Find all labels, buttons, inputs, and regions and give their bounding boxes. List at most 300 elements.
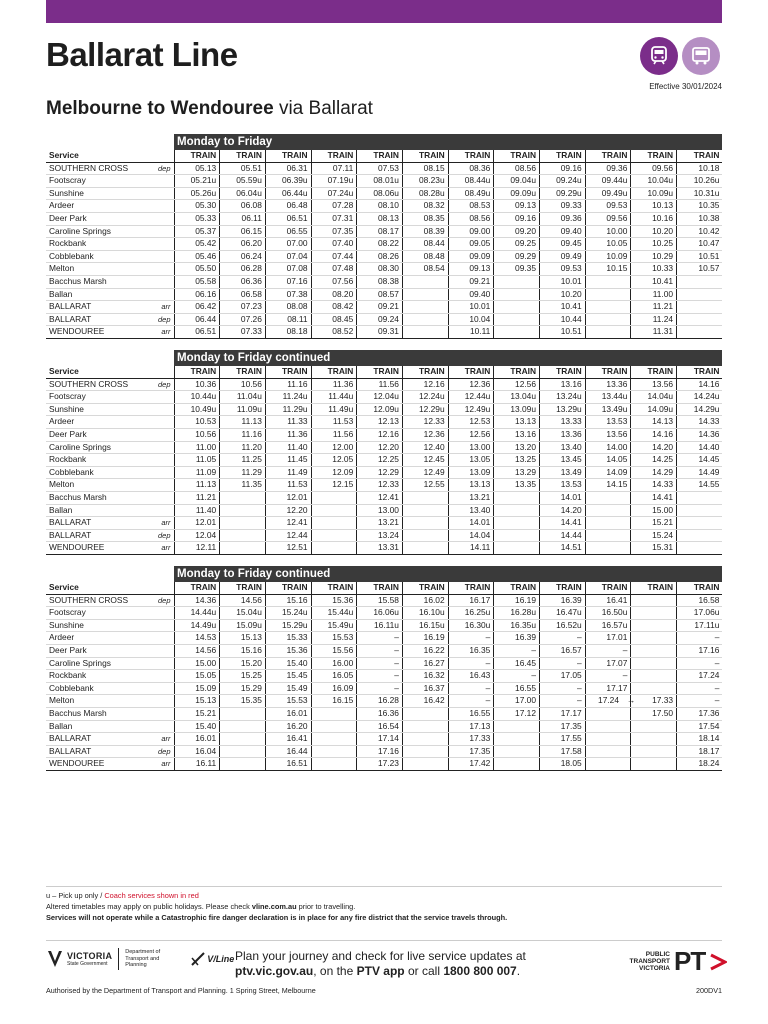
service-type: TRAIN: [311, 366, 357, 378]
time-cell: 13.49: [540, 466, 586, 479]
time-cell: –: [540, 657, 586, 670]
time-cell: 16.37: [402, 682, 448, 695]
time-cell: 08.35: [402, 212, 448, 225]
time-cell: 15.05: [174, 670, 220, 683]
direction-rest: via Ballarat: [273, 98, 373, 119]
service-type: TRAIN: [402, 366, 448, 378]
time-cell: 13.29u: [540, 403, 586, 416]
note-holidays: Altered timetables may apply on public holidays. Please check vline.com.au prior to travelling.: [46, 901, 356, 911]
authorised-statement: Authorised by the Department of Transport and Planning. 1 Spring Street, Melbourne: [46, 986, 316, 995]
service-type: TRAIN: [677, 150, 723, 162]
station-name: SOUTHERN CROSS: [46, 594, 129, 607]
time-cell: [677, 326, 723, 339]
time-cell: 08.54: [402, 263, 448, 276]
ptv-phone[interactable]: 1800 800 007: [443, 964, 517, 978]
time-cell: [402, 491, 448, 504]
time-cell: 14.51: [540, 542, 586, 555]
table-row: [46, 542, 722, 555]
time-cell: 09.29: [494, 250, 540, 263]
time-cell: 16.19: [494, 594, 540, 607]
station-arr-dep: [129, 200, 174, 213]
time-cell: 11.45: [265, 454, 311, 467]
time-cell: 15.24u: [265, 607, 311, 620]
time-cell: 15.33: [265, 632, 311, 645]
time-cell: [311, 758, 357, 771]
time-cell: 17.05: [540, 670, 586, 683]
time-cell: 05.26u: [174, 187, 220, 200]
time-cell: 08.13: [357, 212, 403, 225]
time-cell: 06.15: [220, 225, 266, 238]
table-row: [46, 594, 722, 607]
service-type: TRAIN: [311, 582, 357, 594]
time-cell: 12.29u: [402, 403, 448, 416]
station-arr-dep: [129, 632, 174, 645]
service-type: TRAIN: [265, 366, 311, 378]
table-row: [46, 758, 722, 771]
table-heading: Monday to Friday continued: [174, 566, 722, 582]
time-cell: 10.15: [585, 263, 631, 276]
station-name: Cobblebank: [46, 250, 129, 263]
time-cell: 08.11: [265, 313, 311, 326]
time-cell: 13.16: [540, 378, 586, 391]
time-cell: 16.57u: [585, 619, 631, 632]
heading-spacer: [46, 134, 174, 150]
time-cell: 09.53: [540, 263, 586, 276]
time-cell: [677, 491, 723, 504]
station-arr-dep: arr: [129, 326, 174, 339]
time-cell: 10.56: [220, 378, 266, 391]
service-row: [46, 582, 722, 594]
time-cell: –: [357, 657, 403, 670]
time-cell: 14.20: [631, 441, 677, 454]
time-cell: 09.33: [540, 200, 586, 213]
time-cell: 15.21: [174, 707, 220, 720]
service-type: TRAIN: [448, 582, 494, 594]
service-type: TRAIN: [174, 366, 220, 378]
table-row: [46, 479, 722, 492]
station-name: BALLARAT: [46, 733, 129, 746]
time-cell: –: [357, 632, 403, 645]
service-label: Service: [46, 582, 174, 594]
time-cell: 10.44: [540, 313, 586, 326]
service-type: TRAIN: [357, 150, 403, 162]
station-arr-dep: [129, 416, 174, 429]
station-arr-dep: [129, 682, 174, 695]
time-cell: 14.44: [540, 529, 586, 542]
time-cell: 16.20: [265, 720, 311, 733]
station-arr-dep: dep: [129, 529, 174, 542]
station-arr-dep: [129, 263, 174, 276]
service-row: [46, 150, 722, 162]
time-cell: 15.58: [357, 594, 403, 607]
time-cell: 14.49u: [174, 619, 220, 632]
time-cell: 16.19: [402, 632, 448, 645]
station-arr-dep: [129, 454, 174, 467]
station-name: Caroline Springs: [46, 225, 129, 238]
coach-icon: [682, 37, 720, 75]
time-cell: 12.49u: [448, 403, 494, 416]
time-cell: 06.24: [220, 250, 266, 263]
time-cell: 12.20: [265, 504, 311, 517]
station-arr-dep: dep: [129, 162, 174, 175]
dept-logo: Department of Transport and Planning: [125, 949, 161, 969]
table-row: [46, 391, 722, 404]
time-cell: [402, 517, 448, 530]
time-cell: 08.38: [357, 275, 403, 288]
time-cell: 12.25: [357, 454, 403, 467]
table-row: [46, 695, 722, 708]
service-type: TRAIN: [311, 150, 357, 162]
time-cell: 16.39: [540, 594, 586, 607]
time-cell: [677, 517, 723, 530]
time-cell: 17.07: [585, 657, 631, 670]
time-cell: 12.56: [494, 378, 540, 391]
time-cell: 15.16: [265, 594, 311, 607]
time-cell: [494, 529, 540, 542]
time-cell: 18.24: [677, 758, 723, 771]
time-cell: 16.05: [311, 670, 357, 683]
time-cell: [631, 594, 677, 607]
time-cell: 16.43: [448, 670, 494, 683]
time-cell: 09.36: [585, 162, 631, 175]
time-cell: 09.05: [448, 238, 494, 251]
time-cell: 09.49: [540, 250, 586, 263]
time-cell: 14.04: [448, 529, 494, 542]
table-row: [46, 657, 722, 670]
time-cell: 15.00: [631, 504, 677, 517]
time-cell: 16.28u: [494, 607, 540, 620]
time-cell: 11.09: [174, 466, 220, 479]
time-cell: 11.00: [631, 288, 677, 301]
time-cell: 11.24u: [265, 391, 311, 404]
time-cell: 12.41: [265, 517, 311, 530]
time-cell: 13.31: [357, 542, 403, 555]
time-cell: 14.05: [585, 454, 631, 467]
station-arr-dep: [129, 441, 174, 454]
ptv-app-link[interactable]: PTV app: [356, 964, 405, 978]
time-cell: 12.33: [357, 479, 403, 492]
time-cell: 17.17: [540, 707, 586, 720]
table-row: [46, 263, 722, 276]
time-cell: 07.16: [265, 275, 311, 288]
time-cell: [677, 275, 723, 288]
time-cell: [494, 491, 540, 504]
station-arr-dep: [129, 403, 174, 416]
time-cell: [220, 745, 266, 758]
station-name: Footscray: [46, 175, 129, 188]
service-type: TRAIN: [448, 366, 494, 378]
time-cell: [494, 758, 540, 771]
time-cell: –: [677, 632, 723, 645]
station-name: Melton: [46, 479, 129, 492]
time-cell: 08.01u: [357, 175, 403, 188]
station-name: Caroline Springs: [46, 657, 129, 670]
time-cell: –: [540, 682, 586, 695]
table-row: [46, 175, 722, 188]
time-cell: 07.04: [265, 250, 311, 263]
table-row: [46, 250, 722, 263]
time-cell: 09.40: [448, 288, 494, 301]
time-cell: 13.00: [357, 504, 403, 517]
time-cell: –: [585, 644, 631, 657]
time-cell: 13.40: [448, 504, 494, 517]
time-cell: 05.13: [174, 162, 220, 175]
time-cell: 17.24: [677, 670, 723, 683]
time-cell: [585, 733, 631, 746]
time-cell: –: [677, 657, 723, 670]
time-cell: 10.09: [585, 250, 631, 263]
service-type: TRAIN: [174, 150, 220, 162]
time-cell: 09.45: [540, 238, 586, 251]
station-arr-dep: [129, 504, 174, 517]
table-heading: Monday to Friday: [174, 134, 722, 150]
station-arr-dep: arr: [129, 517, 174, 530]
time-cell: 10.51: [540, 326, 586, 339]
time-cell: 07.35: [311, 225, 357, 238]
time-cell: 13.09u: [494, 403, 540, 416]
time-cell: 11.29: [220, 466, 266, 479]
time-cell: 11.20: [220, 441, 266, 454]
time-cell: 09.36: [540, 212, 586, 225]
time-cell: 09.24: [357, 313, 403, 326]
time-cell: 16.52u: [540, 619, 586, 632]
time-cell: 14.29u: [677, 403, 723, 416]
time-cell: 13.24: [357, 529, 403, 542]
time-cell: 06.48: [265, 200, 311, 213]
time-cell: 12.11: [174, 542, 220, 555]
service-type: TRAIN: [448, 150, 494, 162]
vline-logo: V/Line: [191, 952, 234, 966]
time-cell: 12.09: [311, 466, 357, 479]
table-row: [46, 504, 722, 517]
time-cell: 08.32: [402, 200, 448, 213]
time-cell: 16.28: [357, 695, 403, 708]
time-cell: 10.01: [448, 301, 494, 314]
time-cell: 06.11: [220, 212, 266, 225]
time-cell: [631, 644, 677, 657]
time-cell: 07.38: [265, 288, 311, 301]
time-cell: 18.05: [540, 758, 586, 771]
time-cell: 12.40: [402, 441, 448, 454]
table-row: [46, 225, 722, 238]
time-cell: 12.15: [311, 479, 357, 492]
service-type: TRAIN: [265, 582, 311, 594]
time-cell: 07.26: [220, 313, 266, 326]
time-cell: 16.41: [585, 594, 631, 607]
direction-subtitle: [46, 98, 373, 120]
table-row: [46, 428, 722, 441]
table-heading-row: [46, 134, 722, 150]
time-cell: 13.05: [448, 454, 494, 467]
vline-link[interactable]: vline.com.au: [251, 901, 297, 911]
time-cell: 14.25: [631, 454, 677, 467]
station-name: Bacchus Marsh: [46, 275, 129, 288]
time-cell: 16.04: [174, 745, 220, 758]
victoria-logo: VICTORIA State Government: [46, 948, 112, 970]
time-cell: [677, 529, 723, 542]
time-cell: [677, 504, 723, 517]
time-cell: 10.41: [631, 275, 677, 288]
time-cell: 12.16: [402, 378, 448, 391]
time-cell: 16.10u: [402, 607, 448, 620]
time-cell: 08.52: [311, 326, 357, 339]
station-name: Melton: [46, 695, 129, 708]
time-cell: 11.44u: [311, 391, 357, 404]
time-cell: 09.09: [448, 250, 494, 263]
time-cell: 17.50: [631, 707, 677, 720]
time-cell: 11.05: [174, 454, 220, 467]
time-cell: –: [494, 644, 540, 657]
table-row: [46, 682, 722, 695]
time-cell: 14.41: [631, 491, 677, 504]
time-cell: 07.33: [220, 326, 266, 339]
table-row: [46, 644, 722, 657]
service-type: TRAIN: [540, 366, 586, 378]
time-cell: 11.40: [174, 504, 220, 517]
time-cell: 13.00: [448, 441, 494, 454]
time-cell: 08.48: [402, 250, 448, 263]
time-cell: –: [448, 657, 494, 670]
time-cell: 14.00: [585, 441, 631, 454]
time-cell: 11.24: [631, 313, 677, 326]
station-name: Sunshine: [46, 619, 129, 632]
time-cell: [402, 275, 448, 288]
plan-journey: Plan your journey and check for live service updates at ptv.vic.gov.au, on the PTV app or call 1800 800 007.: [235, 949, 526, 978]
time-cell: 14.16: [677, 378, 723, 391]
station-arr-dep: [129, 619, 174, 632]
time-cell: 13.36: [540, 428, 586, 441]
time-cell: [585, 707, 631, 720]
time-cell: 16.42: [402, 695, 448, 708]
service-type: TRAIN: [631, 366, 677, 378]
table-row: [46, 720, 722, 733]
time-cell: 12.04u: [357, 391, 403, 404]
station-arr-dep: [129, 212, 174, 225]
station-name: Rockbank: [46, 238, 129, 251]
time-cell: 09.29u: [540, 187, 586, 200]
time-cell: [585, 720, 631, 733]
time-cell: 13.36: [585, 378, 631, 391]
ptv-website-link[interactable]: ptv.vic.gov.au: [235, 964, 314, 978]
time-cell: 08.39: [402, 225, 448, 238]
time-cell: 09.20: [494, 225, 540, 238]
service-type: TRAIN: [402, 150, 448, 162]
time-cell: 05.30: [174, 200, 220, 213]
station-arr-dep: [129, 225, 174, 238]
time-cell: 12.51: [265, 542, 311, 555]
time-cell: 13.25: [494, 454, 540, 467]
time-cell: 06.31: [265, 162, 311, 175]
service-type: TRAIN: [174, 582, 220, 594]
time-cell: –: [677, 682, 723, 695]
time-cell: 05.42: [174, 238, 220, 251]
time-cell: 17.42: [448, 758, 494, 771]
station-arr-dep: [129, 644, 174, 657]
heading-spacer: [46, 350, 174, 366]
station-name: Rockbank: [46, 454, 129, 467]
time-cell: 14.55: [677, 479, 723, 492]
time-cell: [402, 733, 448, 746]
table-row: [46, 275, 722, 288]
time-cell: 11.49u: [311, 403, 357, 416]
station-arr-dep: [129, 187, 174, 200]
time-cell: [494, 517, 540, 530]
time-cell: 06.51: [265, 212, 311, 225]
time-cell: 09.00: [448, 225, 494, 238]
time-cell: 17.24 →: [585, 695, 631, 708]
time-cell: 10.04u: [631, 175, 677, 188]
table-row: [46, 454, 722, 467]
station-arr-dep: arr: [129, 733, 174, 746]
station-name: BALLARAT: [46, 517, 129, 530]
station-name: SOUTHERN CROSS: [46, 378, 129, 391]
time-cell: 14.33: [631, 479, 677, 492]
station-arr-dep: arr: [129, 301, 174, 314]
time-cell: 12.49: [402, 466, 448, 479]
time-cell: 11.09u: [220, 403, 266, 416]
time-cell: 15.36: [265, 644, 311, 657]
time-cell: 11.04u: [220, 391, 266, 404]
time-cell: 09.21: [448, 275, 494, 288]
time-cell: [220, 542, 266, 555]
top-accent-bar: [46, 0, 722, 23]
time-cell: [402, 720, 448, 733]
station-name: Bacchus Marsh: [46, 491, 129, 504]
time-cell: 06.42: [174, 301, 220, 314]
time-cell: 10.44u: [174, 391, 220, 404]
station-arr-dep: [129, 391, 174, 404]
station-name: Cobblebank: [46, 682, 129, 695]
time-cell: 05.58: [174, 275, 220, 288]
station-name: BALLARAT: [46, 313, 129, 326]
time-cell: 15.44u: [311, 607, 357, 620]
time-cell: 10.25: [631, 238, 677, 251]
station-name: WENDOUREE: [46, 326, 129, 339]
time-cell: [494, 288, 540, 301]
time-cell: [402, 301, 448, 314]
time-cell: 12.13: [357, 416, 403, 429]
service-label: Service: [46, 150, 174, 162]
time-cell: 08.42: [311, 301, 357, 314]
time-cell: 14.13: [631, 416, 677, 429]
time-cell: 13.21: [448, 491, 494, 504]
page-title: Ballarat Line: [46, 36, 238, 73]
time-cell: 10.29: [631, 250, 677, 263]
service-type: TRAIN: [631, 150, 677, 162]
time-cell: 14.11: [448, 542, 494, 555]
time-cell: [220, 491, 266, 504]
coach-note: Coach services shown in red: [104, 891, 199, 900]
time-cell: 14.09: [585, 466, 631, 479]
time-cell: 17.36: [677, 707, 723, 720]
time-cell: 11.56: [357, 378, 403, 391]
time-cell: 16.54: [357, 720, 403, 733]
time-cell: 09.16: [494, 212, 540, 225]
time-cell: [631, 632, 677, 645]
station-arr-dep: [129, 466, 174, 479]
time-cell: 12.41: [357, 491, 403, 504]
time-cell: [311, 542, 357, 555]
time-cell: 16.55: [494, 682, 540, 695]
time-cell: 15.35: [220, 695, 266, 708]
station-arr-dep: [129, 238, 174, 251]
government-logos: [46, 948, 234, 970]
service-type: TRAIN: [494, 582, 540, 594]
time-cell: [402, 288, 448, 301]
time-cell: 15.09u: [220, 619, 266, 632]
time-cell: [311, 491, 357, 504]
time-cell: [585, 758, 631, 771]
